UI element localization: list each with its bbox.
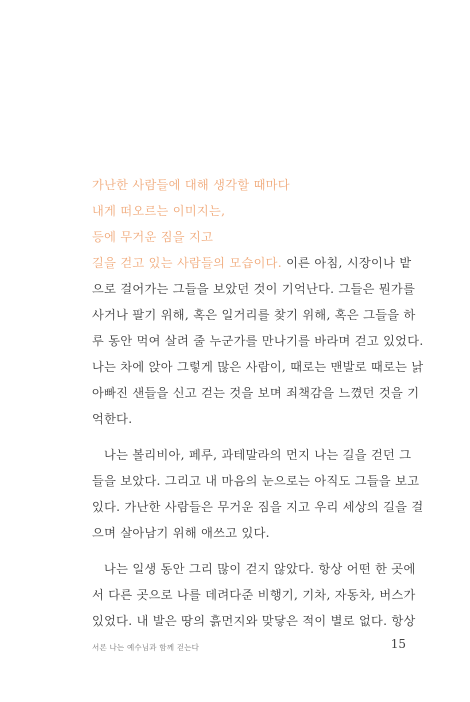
paragraph-text: 이른 아침, 시장이나 밭 [281,256,412,270]
paragraph-line: 들을 보았다. 그리고 내 마음의 눈으로는 아직도 그들을 보고 [92,474,420,488]
body-text [92,172,424,634]
paragraph-line: 으로 걸어가는 그들을 보았던 것이 기억난다. 그들은 뭔가를 [92,282,416,296]
quote-line: 등에 무거운 짐을 지고 [92,230,214,244]
paragraph-line: 루 동안 먹여 살려 줄 누군가를 만나기를 바라며 걷고 있었다. [92,334,424,348]
paragraph-line: 사거나 팔기 위해, 혹은 일거리를 찾기 위해, 혹은 그들을 하 [92,308,416,322]
paragraph-line: 억한다. [92,412,133,426]
page-number: 15 [390,637,406,651]
paragraph-line: 아빠진 샌들을 신고 걷는 것을 보며 죄책감을 느꼈던 것을 기 [92,386,420,400]
paragraph-line: 나는 볼리비아, 페루, 과테말라의 먼지 나는 길을 걷던 그 [104,448,412,462]
running-head: 서론 나는 예수님과 함께 걷는다 [92,643,200,652]
paragraph-line: 나는 일생 동안 그리 많이 걷지 않았다. 항상 어떤 한 곳에 [104,562,416,576]
paragraph-line [92,250,412,276]
paragraph-line: 나는 차에 앉아 그렇게 많은 사람이, 때로는 맨발로 때로는 낡 [92,360,424,374]
paragraph-line: 있다. 가난한 사람들은 무거운 짐을 지고 우리 세상의 길을 걸 [92,500,424,514]
quote-line: 내게 떠오르는 이미지는, [92,204,226,218]
paragraph-line: 으며 살아남기 위해 애쓰고 있다. [92,526,270,540]
paragraph-line: 서 다른 곳으로 나를 데려다준 비행기, 기차, 자동차, 버스가 [92,588,416,602]
quote-line: 가난한 사람들에 대해 생각할 때마다 [92,178,290,192]
paragraph-line: 있었다. 내 발은 땅의 흙먼지와 맞닿은 적이 별로 없다. 항상 [92,614,416,628]
quote-line-highlight: 길을 걷고 있는 사람들의 모습이다. [92,256,282,270]
